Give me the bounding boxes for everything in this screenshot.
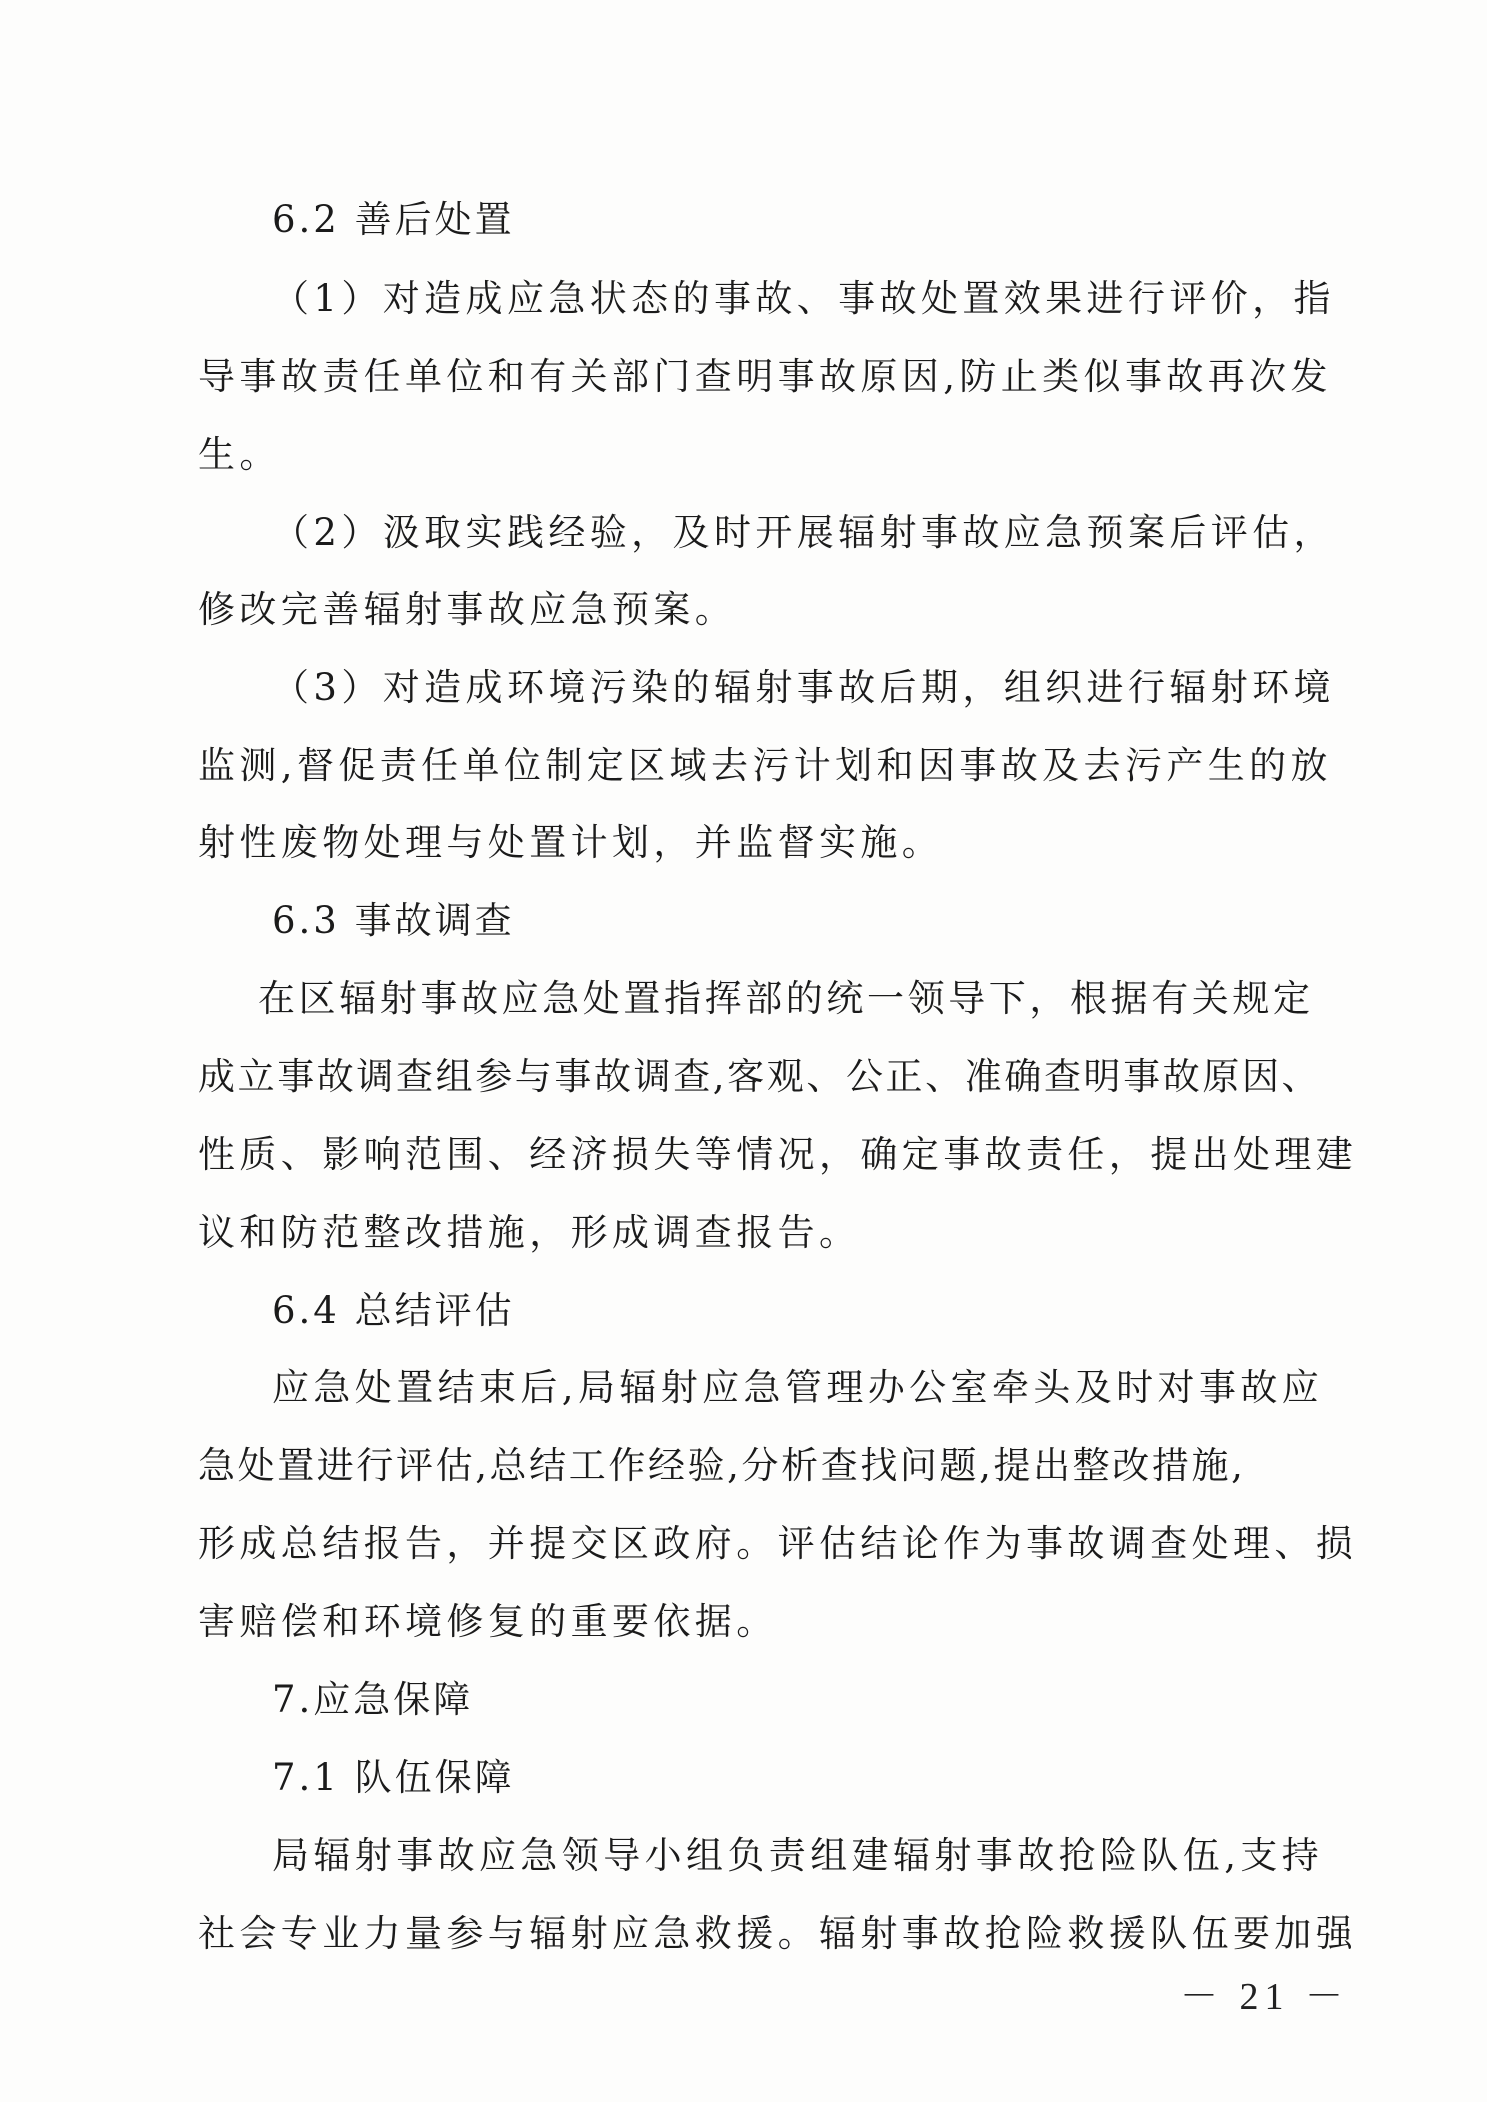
paragraph-line: 射性废物处理与处置计划，并监督实施。: [198, 821, 944, 864]
paragraph-line: 监测,督促责任单位制定区域去污计划和因事故及去污产生的放: [198, 744, 1332, 787]
paragraph-line: 生。: [198, 433, 281, 476]
paragraph-line: 应急处置结束后,局辐射应急管理办公室牵头及时对事故应: [272, 1366, 1324, 1409]
paragraph-line: 形成总结报告，并提交区政府。评估结论作为事故调查处理、损: [198, 1522, 1358, 1565]
section-heading-6-3: 6.3 事故调查: [272, 899, 515, 942]
paragraph-line: 修改完善辐射事故应急预案。: [198, 588, 737, 631]
paragraph-line: 急处置进行评估,总结工作经验,分析查找问题,提出整改措施,: [198, 1444, 1246, 1487]
section-heading-6-4: 6.4 总结评估: [272, 1289, 515, 1332]
section-heading-7: 7.应急保障: [272, 1678, 474, 1721]
paragraph-line: 议和防范整改措施，形成调查报告。: [198, 1211, 861, 1254]
paragraph-line: 性质、影响范围、经济损失等情况，确定事故责任，提出处理建: [198, 1133, 1358, 1176]
paragraph-line: 在区辐射事故应急处置指挥部的统一领导下，根据有关规定: [258, 977, 1314, 1020]
paragraph-line: 导事故责任单位和有关部门查明事故原因,防止类似事故再次发: [198, 355, 1332, 398]
section-heading-6-2: 6.2 善后处置: [272, 198, 515, 241]
paragraph-line: （2）汲取实践经验，及时开展辐射事故应急预案后评估，: [272, 511, 1335, 554]
paragraph-line: 局辐射事故应急领导小组负责组建辐射事故抢险队伍,支持: [272, 1834, 1324, 1877]
paragraph-line: 成立事故调查组参与事故调查,客观、公正、准确查明事故原因、: [198, 1055, 1322, 1098]
page-number: － 21 －: [1180, 1976, 1350, 2018]
paragraph-line: （3）对造成环境污染的辐射事故后期，组织进行辐射环境: [272, 666, 1335, 709]
paragraph-line: 害赔偿和环境修复的重要依据。: [198, 1600, 778, 1643]
paragraph-line: （1）对造成应急状态的事故、事故处置效果进行评价，指: [272, 277, 1335, 320]
paragraph-line: 社会专业力量参与辐射应急救援。辐射事故抢险救援队伍要加强: [198, 1912, 1358, 1955]
section-heading-7-1: 7.1 队伍保障: [272, 1756, 515, 1799]
